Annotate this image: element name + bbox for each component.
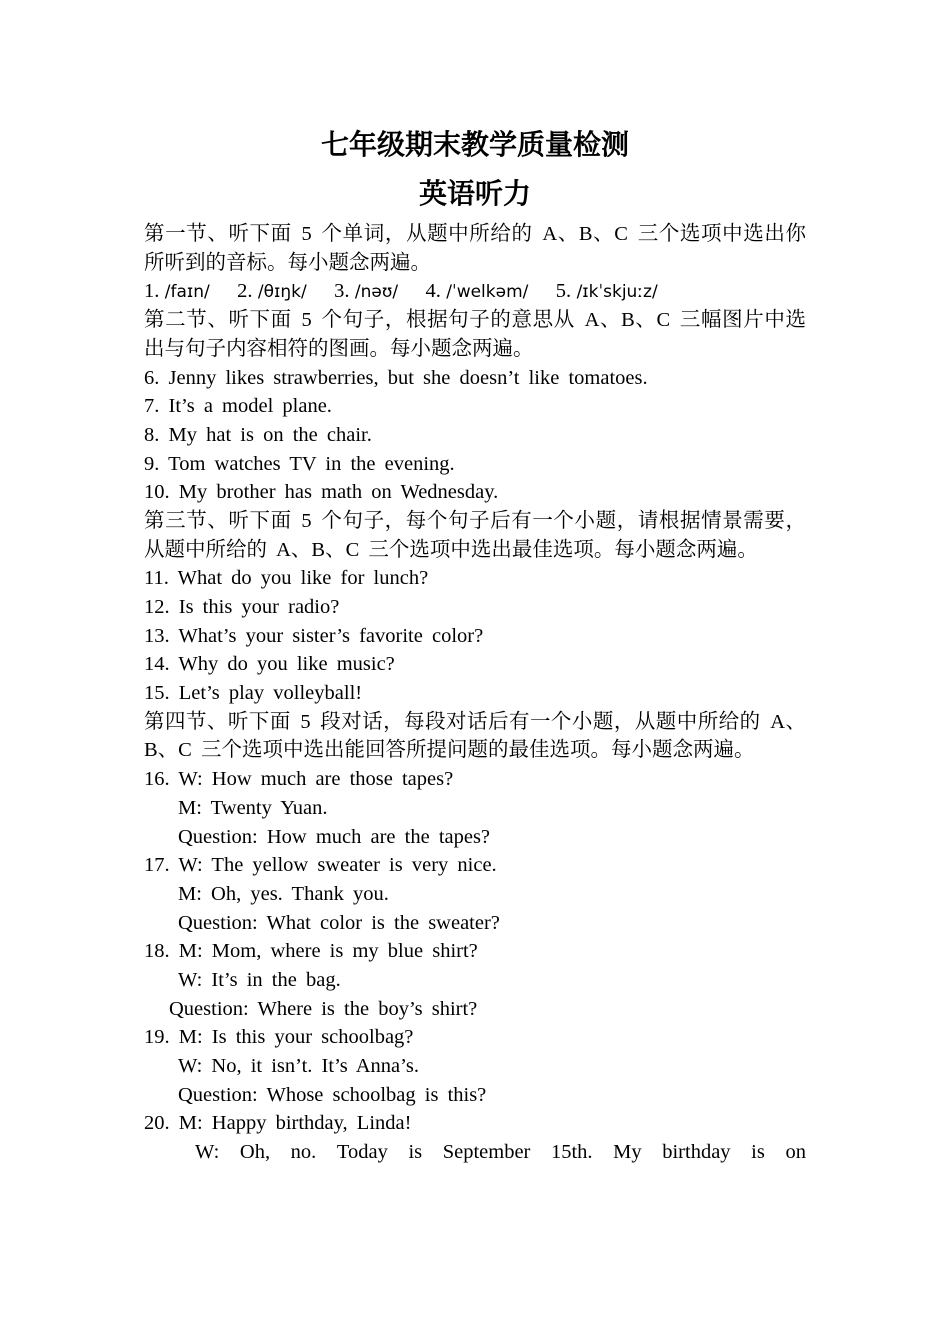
word: 15th. <box>550 1141 593 1164</box>
sentence-item: 10. My brother has math on Wednesday. <box>144 481 499 504</box>
sentence-item: 13. What’s your sister’s favorite color? <box>144 624 484 647</box>
word: W: <box>195 1141 220 1164</box>
dialogue-line: 17. W: The yellow sweater is very nice. <box>144 854 497 877</box>
word: birthday <box>662 1141 731 1164</box>
sentence-item: 9. Tom watches TV in the evening. <box>144 452 455 475</box>
sentence-item: 6. Jenny likes strawberries, but she doesn’t like tomatoes. <box>144 366 648 389</box>
sentence-item: 7. It’s a model plane. <box>144 395 332 418</box>
word: is <box>751 1141 765 1164</box>
dialogue-line: M: Oh, yes. Thank you. <box>178 882 389 905</box>
sentence-item: 11. What do you like for lunch? <box>144 567 429 590</box>
word: on <box>785 1141 806 1164</box>
sentence-item: 14. Why do you like music? <box>144 653 395 676</box>
page-title: 七年级期末教学质量检测 <box>320 128 629 161</box>
document-body <box>144 220 806 1167</box>
section1-phonetics <box>144 277 806 306</box>
phonetic-item: 5. /ɪkˈskjuːz/ <box>555 280 658 303</box>
section3-instruction: 第三节、听下面 5 个句子，每个句子后有一个小题，请根据情景需要，从题中所给的 A、B、C 三个选项中选出最佳选项。每小题念两遍。 <box>144 509 806 561</box>
word: September <box>442 1141 531 1164</box>
dialogue-line: 19. M: Is this your schoolbag? <box>144 1026 414 1049</box>
phonetic-item: 1. /faɪn/ <box>144 280 210 303</box>
dialogue-line: 16. W: How much are those tapes? <box>144 768 454 791</box>
dialogue-question: Question: How much are the tapes? <box>178 825 491 848</box>
section1-instruction: 第一节、听下面 5 个单词，从题中所给的 A、B、C 三个选项中选出你所听到的音标。每小题念两遍。 <box>144 223 806 274</box>
dialogue-line: M: Twenty Yuan. <box>178 796 328 819</box>
dialogue-line: 20. M: Happy birthday, Linda! <box>144 1112 412 1135</box>
word: My <box>613 1141 642 1164</box>
word: is <box>408 1141 423 1164</box>
word: Today <box>336 1141 388 1164</box>
dialogue-line: W: No, it isn’t. It’s Anna’s. <box>178 1055 419 1078</box>
page-subtitle: 英语听力 <box>418 177 531 210</box>
phonetic-item: 4. /ˈwelkəm/ <box>425 280 529 303</box>
word: Oh, <box>239 1141 271 1164</box>
sentence-item: 8. My hat is on the chair. <box>144 423 372 446</box>
sentence-item: 15. Let’s play volleyball! <box>144 682 363 705</box>
word: no. <box>290 1141 317 1164</box>
dialogue-question: Question: What color is the sweater? <box>178 911 500 934</box>
dialogue-line-justified <box>144 1138 806 1167</box>
section4-instruction: 第四节、听下面 5 段对话，每段对话后有一个小题，从题中所给的 A、B、C 三个选项中选出能回答所提问题的最佳选项。每小题念两遍。 <box>144 710 806 762</box>
dialogue-question: Question: Where is the boy’s shirt? <box>169 997 478 1020</box>
section2-instruction: 第二节、听下面 5 个句子，根据句子的意思从 A、B、C 三幅图片中选出与句子内容相符的图画。每小题念两遍。 <box>144 309 806 360</box>
phonetic-item: 2. /θɪŋk/ <box>237 280 307 303</box>
phonetic-item: 3. /nəʊ/ <box>334 280 399 303</box>
dialogue-question: Question: Whose schoolbag is this? <box>178 1083 487 1106</box>
sentence-item: 12. Is this your radio? <box>144 596 340 619</box>
dialogue-line: 18. M: Mom, where is my blue shirt? <box>144 940 478 963</box>
dialogue-line: W: It’s in the bag. <box>178 969 341 991</box>
